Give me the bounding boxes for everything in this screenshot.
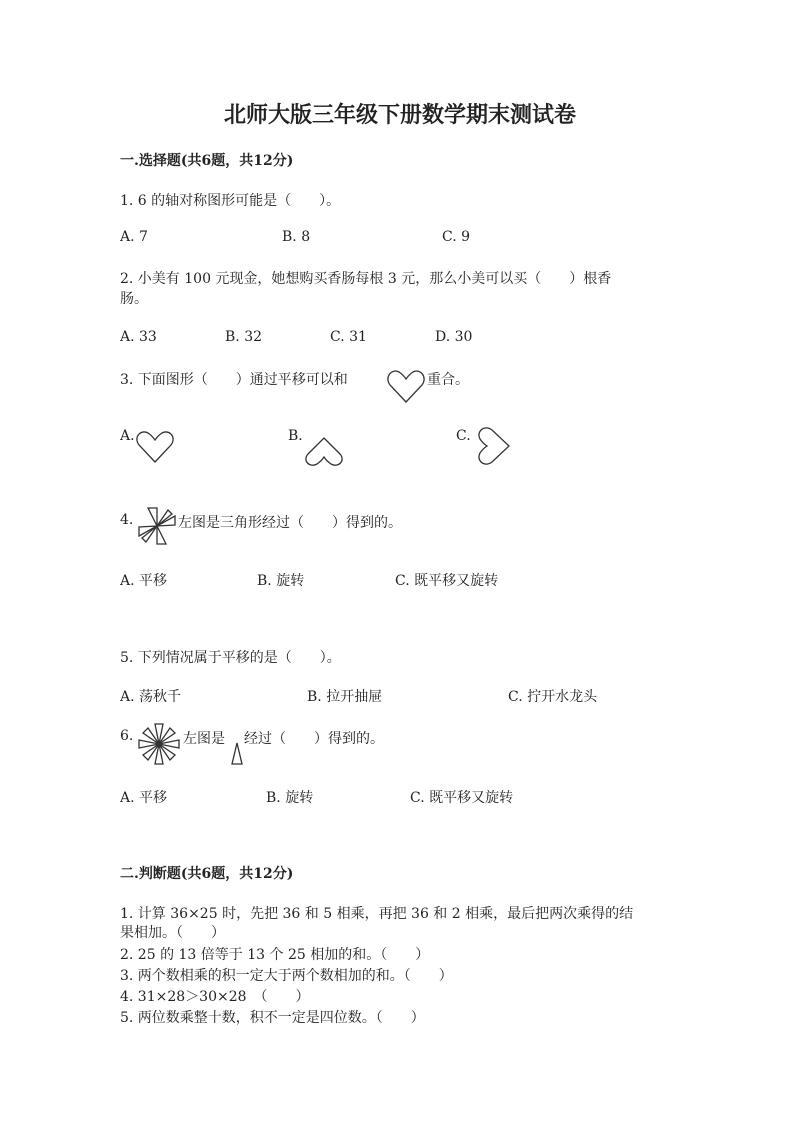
- question-4-option-b[interactable]: B. 旋转: [257, 573, 305, 589]
- pinwheel-shapes-icon: [137, 722, 181, 766]
- question-2-option-c[interactable]: C. 31: [330, 329, 367, 345]
- tf-item-4: 4. 31×28＞30×28 （ ）: [120, 989, 310, 1005]
- question-6-option-a[interactable]: A. 平移: [120, 790, 168, 806]
- question-6-number: 6.: [120, 728, 134, 744]
- section-heading-true-false: 二.判断题(共6题，共12分): [120, 866, 294, 882]
- question-5-option-a[interactable]: A. 荡秋千: [120, 689, 182, 705]
- question-3-option-b[interactable]: B.: [288, 428, 303, 444]
- heart-target-icon: [386, 369, 426, 405]
- question-6-option-b[interactable]: B. 旋转: [266, 790, 314, 806]
- question-4-text: 左图是三角形经过（ ）得到的。: [178, 515, 402, 531]
- tf-item-2: 2. 25 的 13 倍等于 13 个 25 相加的和。（ ）: [120, 947, 430, 963]
- heart-upright-icon[interactable]: [135, 430, 175, 464]
- question-2-text-line2: 肠。: [120, 291, 148, 307]
- section-heading-choice: 一.选择题(共6题，共12分): [120, 153, 294, 169]
- question-3-text-after: 重合。: [427, 372, 469, 388]
- question-3-option-c[interactable]: C.: [456, 428, 471, 444]
- question-2-option-a[interactable]: A. 33: [120, 329, 157, 345]
- question-5-text: 5. 下列情况属于平移的是（ ）。: [120, 650, 341, 666]
- page-title: 北师大版三年级下册数学期末测试卷: [223, 102, 576, 128]
- question-6-text-before: 左图是: [183, 731, 225, 747]
- tf-item-1-line1: 1. 计算 36×25 时，先把 36 和 5 相乘，再把 36 和 2 相乘，最后把两次乘得的结: [120, 906, 634, 922]
- pinwheel-triangles-icon: [138, 506, 176, 546]
- question-4-number: 4.: [120, 512, 134, 528]
- triangle-icon: [230, 742, 244, 766]
- question-4-option-c[interactable]: C. 既平移又旋转: [395, 573, 499, 589]
- question-5-option-b[interactable]: B. 拉开抽屉: [307, 689, 383, 705]
- heart-inverted-icon[interactable]: [303, 436, 345, 466]
- question-1-option-b[interactable]: B. 8: [282, 229, 311, 245]
- question-2-option-b[interactable]: B. 32: [225, 329, 263, 345]
- question-5-option-c[interactable]: C. 拧开水龙头: [508, 689, 598, 705]
- tf-item-5: 5. 两位数乘整十数，积不一定是四位数。（ ）: [120, 1010, 425, 1026]
- question-2-option-d[interactable]: D. 30: [435, 329, 473, 345]
- question-6-text-after: 经过（ ）得到的。: [244, 731, 384, 747]
- question-1-text: 1. 6 的轴对称图形可能是（ ）。: [120, 193, 341, 209]
- question-1-option-c[interactable]: C. 9: [442, 229, 471, 245]
- question-3-option-a[interactable]: A.: [120, 428, 135, 444]
- question-6-option-c[interactable]: C. 既平移又旋转: [410, 790, 514, 806]
- question-2-text-line1: 2. 小美有 100 元现金，她想购买香肠每根 3 元，那么小美可以买（ ）根香: [120, 271, 612, 287]
- tf-item-3: 3. 两个数相乘的积一定大于两个数相加的和。（ ）: [120, 968, 453, 984]
- heart-rotated-icon[interactable]: [471, 425, 513, 467]
- question-3-text-before: 3. 下面图形（ ）通过平移可以和: [120, 372, 348, 388]
- question-1-option-a[interactable]: A. 7: [120, 229, 148, 245]
- tf-item-1-line2: 果相加。（ ）: [120, 925, 225, 941]
- question-4-option-a[interactable]: A. 平移: [120, 573, 168, 589]
